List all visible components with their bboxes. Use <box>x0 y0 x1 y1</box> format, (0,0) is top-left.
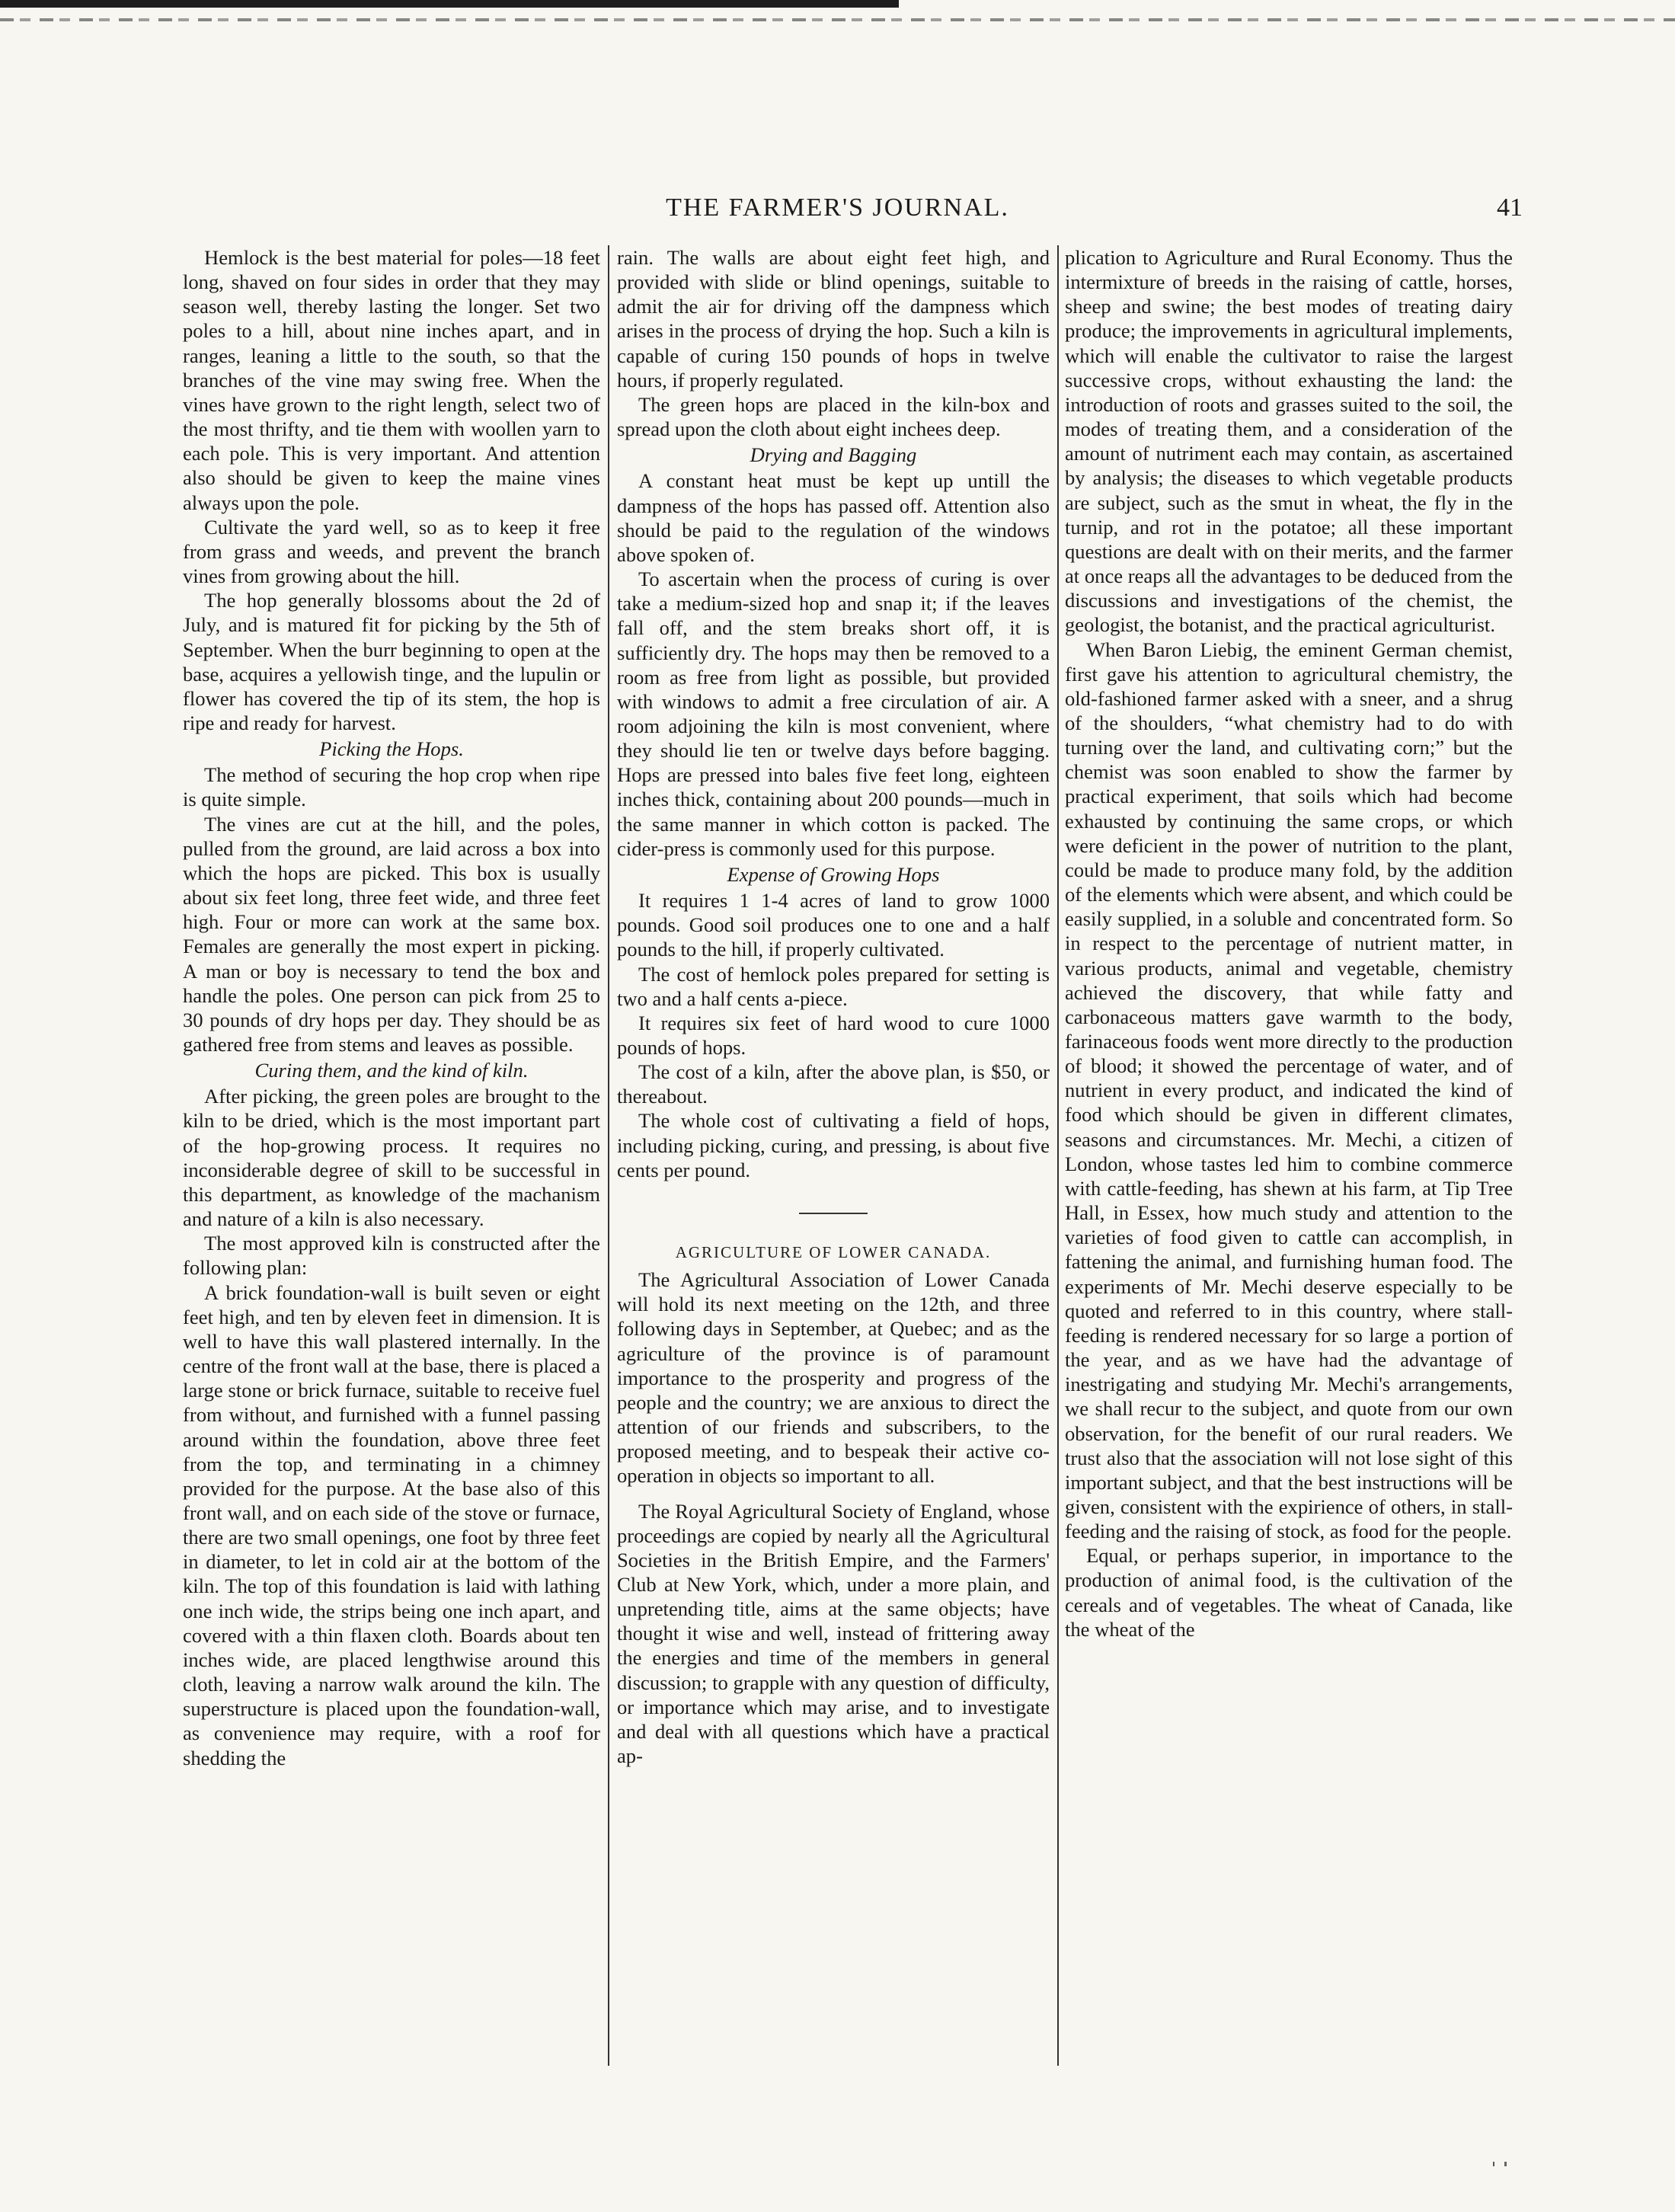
section-heading: Drying and Bagging <box>750 443 917 467</box>
paragraph: A constant heat must be kept up untill the dampness of the hops has passed off. Attention also should be paid to the regulation of the windows above spoken of. <box>617 469 1050 566</box>
column-1 <box>183 245 600 2066</box>
paragraph: A brick foundation-wall is built seven or eight feet high, and ten by eleven feet in dimension. It is well to have this wall plastered internally. In the centre of the front wall at the base, there is placed a large stone or brick furnace, suitable to receive fuel from without, and furnished with a funnel passing around within the foundation, above three feet from the top, and terminating in a chimney provided for the purpose. At the base also of this front wall, and on each side of the stove or furnace, there are two small openings, one foot by three feet in diameter, to let in cold air at the bottom of the kiln. The top of this foundation is laid with lathing one inch wide, the strips being one inch apart, and covered with a thin flaxen cloth. Boards about ten inches wide, are placed lengthwise around this cloth, leaving a narrow walk around the kiln. The superstructure is placed upon the foundation-wall, as convenience may require, with a roof for shedding the <box>183 1280 600 1769</box>
top-decorative-rule <box>0 18 1675 21</box>
paragraph: The method of securing the hop crop when ripe is quite simple. <box>183 763 600 811</box>
paragraph: plication to Agriculture and Rural Economy. Thus the intermixture of breeds in the raising of cattle, horses, sheep and swine; the best modes of treating dairy produce; the improvements in agricultural implements, which will enable the cultivator to raise the largest successive crops, without exhausting the land: the introduction of roots and grasses suited to the soil, the modes of treating them, and a consideration of the amount of nutriment each may contain, as ascertained by analysis; the diseases to which vegetable products are subject, such as the smut in wheat, the fly in the turnip, and rot in the potatoe; all these important questions are dealt with on their merits, and the farmer at once reaps all the advantages to be deduced from the discussions and investigations of the chemist, the geologist, the botanist, and the practical agriculturist. <box>1065 246 1513 637</box>
scan-specks <box>0 2162 1675 2166</box>
page-number: 41 <box>1497 193 1523 222</box>
column-2 <box>617 245 1050 2066</box>
top-border-rule <box>0 0 899 8</box>
paragraph: rain. The walls are about eight feet high, and provided with slide or blind openings, suitable to admit the air for driving off the dampness which arises in the process of drying the hop. Such a kiln is capable of curing 150 pounds of hops in twelve hours, if properly regulated. <box>617 246 1050 392</box>
section-heading: Expense of Growing Hops <box>727 862 940 886</box>
paragraph: To ascertain when the process of curing is over take a medium-sized hop and snap it; if the leaves fall off, and the stem breaks short off, it is sufficiently dry. The hops may then be removed to a room as free from light as possible, but provided with windows to admit a free circulation of air. A room adjoining the kiln is most convenient, where they should lie ten or twelve days before bagging. Hops are pressed into bales five feet long, eighteen inches thick, containing about 200 pounds—much in the same manner in which cotton is packed. The cider-press is commonly used for this purpose. <box>617 567 1050 860</box>
paragraph: The vines are cut at the hill, and the poles, pulled from the ground, are laid across a box into which the hops are picked. This box is usually about six feet long, three feet wide, and three feet high. Four or more can work at the same box. Females are generally the most expert in picking. A man or boy is necessary to tend the box and handle the poles. One person can pick from 25 to 30 pounds of dry hops per day. They should be as gathered free from stems and leaves as possible. <box>183 812 600 1056</box>
article-columns <box>183 245 1523 2066</box>
column-divider <box>608 245 609 2066</box>
paragraph: After picking, the green poles are brought to the kiln to be dried, which is the most important part of the hop-growing process. It requires no inconsiderable degree of skill to be successful in this department, as knowledge of the machanism and nature of a kiln is also necessary. <box>183 1085 600 1231</box>
paragraph: Cultivate the yard well, so as to keep it free from grass and weeds, and prevent the branch vines from growing about the hill. <box>183 515 600 588</box>
paragraph: Equal, or perhaps superior, in importance to the production of animal food, is the cultivation of the cereals and of vegetables. The wheat of Canada, like the wheat of the <box>1065 1544 1513 1641</box>
paragraph: The cost of a kiln, after the above plan, is $50, or thereabout. <box>617 1060 1050 1108</box>
paragraph: It requires 1 1-4 acres of land to grow 1000 pounds. Good soil produces one to one and a half pounds to the hill, if properly cultivated. <box>617 889 1050 961</box>
column-3 <box>1065 245 1513 2066</box>
column-divider <box>1057 245 1059 2066</box>
paragraph: The Agricultural Association of Lower Canada will hold its next meeting on the 12th, and three following days in September, at Quebec; and as the agriculture of the province is of paramount importance to the prosperity and progress of the people and the country; we are anxious to direct the attention of our friends and subscribers, to the proposed meeting, and to bespeak their active co-operation in objects so important to all. <box>617 1268 1050 1488</box>
running-title: THE FARMER'S JOURNAL. <box>666 193 1009 222</box>
paragraph: The Royal Agricultural Society of England, whose proceedings are copied by nearly all the Agricultural Societies in the British Empire, and the Farmers' Club at New York, which, under a more plain, and unpretending title, aims at the same objects; have thought it wise and well, instead of frittering away the energies and time of the members in general discussion; to grapple with any question of difficulty, or importance which may arise, and to investigate and deal with all questions which have a practical ap- <box>617 1499 1050 1768</box>
page-header <box>0 193 1675 232</box>
paragraph: The cost of hemlock poles prepared for setting is two and a half cents a-piece. <box>617 962 1050 1010</box>
paragraph: The green hops are placed in the kiln-box and spread upon the cloth about eight inchees deep. <box>617 392 1050 441</box>
paragraph: The whole cost of cultivating a field of hops, including picking, curing, and pressing, is about five cents per pound. <box>617 1109 1050 1181</box>
section-separator-rule <box>799 1213 868 1214</box>
paragraph: Hemlock is the best material for poles—18 feet long, shaved on four sides in order that they may season well, thereby lasting the longer. Set two poles to a hill, about nine inches apart, and in ranges, leaning a little to the south, so that the branches of the vine may swing free. When the vines have grown to the right length, select two of the most thrifty, and tie them with woollen yarn to each pole. This is very important. And attention also should be given to keep the maine vines always upon the pole. <box>183 246 600 514</box>
paragraph: When Baron Liebig, the eminent German chemist, first gave his attention to agricultural chemistry, the old-fashioned farmer asked with a sneer, and a shrug of the shoulders, “what chemistry had to do with turning over the land, and cultivating corn;” but the chemist was soon enabled to show the farmer by practical experiment, that soils which had become exhausted by continuing the same crops, or which were deficient in the power of nutrition to the plant, could be made to produce many fold, by the addition of the elements which were absent, and which could be easily supplied, in a soluble and concentrated form. So in respect to the percentage of nutrient matter, in various products, animal and vegetable, chemistry achieved the discovery, that while fatty and carbonaceous matters gave warmth to the body, farinaceous foods went more directly to the production of blood; it showed the percentage of water, and of nutrient in every product, and indicated the kind of food which should be given in different climates, seasons and circumstances. Mr. Mechi, a citizen of London, whose tastes led him to combine commerce with cattle-feeding, has shewn at his farm, at Tip Tree Hall, in Essex, how much study and attention to the varieties of food given to cattle can accomplish, in fattening the animal, and furnishing human food. The experiments of Mr. Mechi deserve especially to be quoted and referred to in this country, where stall-feeding is rendered necessary for so large a portion of the year, and as we have had the advantage of inestrigating and studying Mr. Mechi's arrangements, we shall recur to the subject, and quote from our own observation, for the benefit of our rural readers. We trust also that the association will not lose sight of this important subject, and that the best instructions will be given, consistent with the expirience of others, in stall-feeding and the raising of stock, as food for the people. <box>1065 638 1513 1543</box>
article-heading: AGRICULTURE OF LOWER CANADA. <box>675 1242 992 1261</box>
paragraph: It requires six feet of hard wood to cure 1000 pounds of hops. <box>617 1011 1050 1059</box>
section-heading: Picking the Hops. <box>319 737 464 761</box>
paragraph: The hop generally blossoms about the 2d of July, and is matured fit for picking by the 5th of September. When the burr beginning to open at the base, acquires a yellowish tinge, and the lupulin or flower has covered the tip of its stem, the hop is ripe and ready for harvest. <box>183 589 600 734</box>
section-heading: Curing them, and the kind of kiln. <box>254 1059 529 1082</box>
paragraph: The most approved kiln is constructed after the following plan: <box>183 1232 600 1280</box>
